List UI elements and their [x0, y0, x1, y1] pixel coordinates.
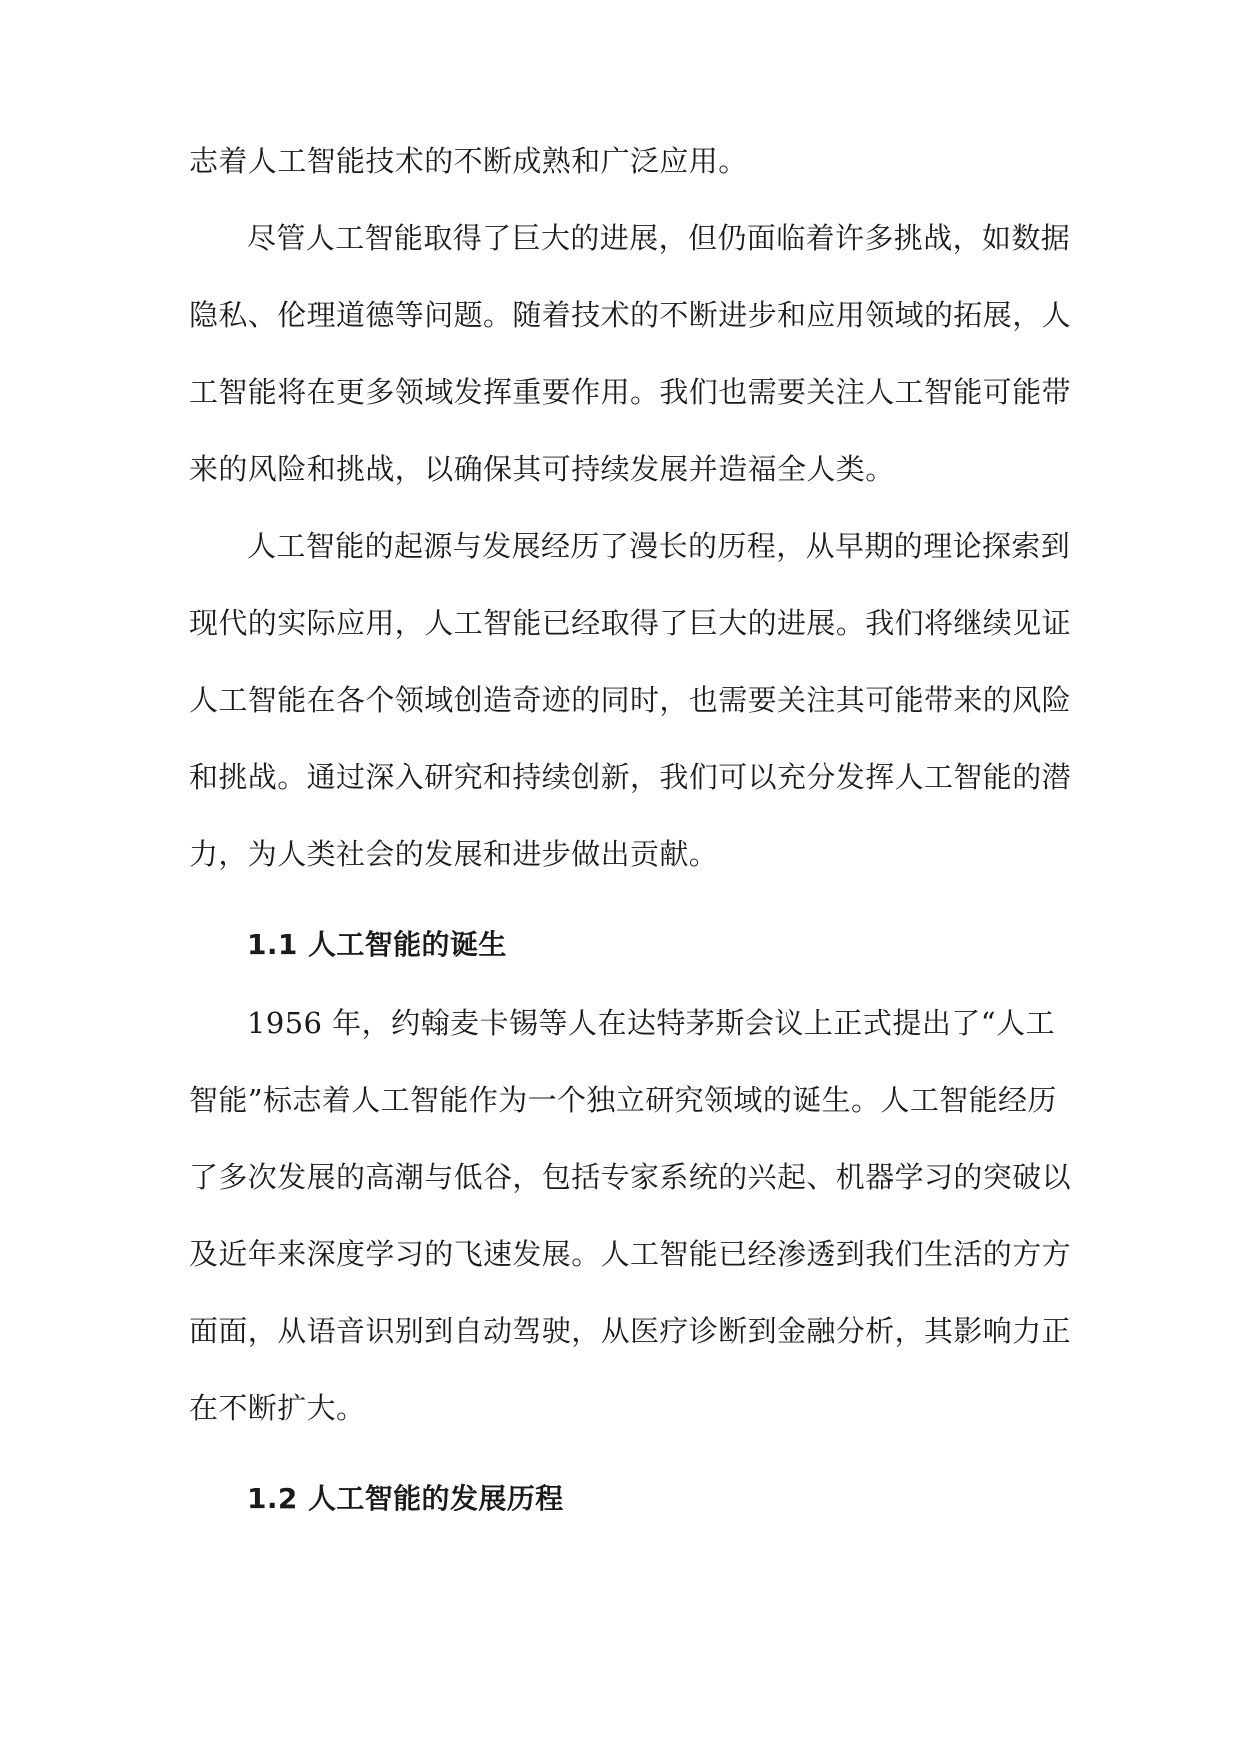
paragraph-line: 智能”标志着人工智能作为一个独立研究领域的诞生。人工智能经历	[189, 1083, 1057, 1117]
paragraph-line: 来的风险和挑战，以确保其可持续发展并造福全人类。	[189, 452, 895, 486]
paragraph-line: 尽管人工智能取得了巨大的进展，但仍面临着许多挑战，如数据	[247, 221, 1071, 255]
paragraph-line: 在不断扩大。	[189, 1391, 366, 1425]
paragraph-line: 志着人工智能技术的不断成熟和广泛应用。	[189, 144, 748, 178]
paragraph-line: 现代的实际应用，人工智能已经取得了巨大的进展。我们将继续见证	[189, 606, 1072, 640]
paragraph-line: 人工智能在各个领域创造奇迹的同时，也需要关注其可能带来的风险	[189, 683, 1072, 717]
paragraph-line: 和挑战。通过深入研究和持续创新，我们可以充分发挥人工智能的潜	[189, 760, 1072, 794]
paragraph-line: 面面，从语音识别到自动驾驶，从医疗诊断到金融分析，其影响力正	[189, 1314, 1072, 1348]
paragraph-line: 1956 年，约翰麦卡锡等人在达特茅斯会议上正式提出了“人工	[247, 1006, 1055, 1040]
paragraph-line: 人工智能的起源与发展经历了漫长的历程，从早期的理论探索到	[247, 529, 1071, 563]
section-heading-1-2: 1.2 人工智能的发展历程	[247, 1482, 564, 1515]
document-page	[189, 142, 1072, 1518]
paragraph-line: 及近年来深度学习的飞速发展。人工智能已经渗透到我们生活的方方	[189, 1237, 1072, 1271]
section-heading-1-1: 1.1 人工智能的诞生	[247, 928, 507, 961]
paragraph-line: 力，为人类社会的发展和进步做出贡献。	[189, 837, 719, 871]
paragraph-line: 工智能将在更多领域发挥重要作用。我们也需要关注人工智能可能带	[189, 375, 1072, 409]
paragraph-line: 隐私、伦理道德等问题。随着技术的不断进步和应用领域的拓展，人	[189, 298, 1072, 332]
paragraph-line: 了多次发展的高潮与低谷，包括专家系统的兴起、机器学习的突破以	[189, 1160, 1072, 1194]
